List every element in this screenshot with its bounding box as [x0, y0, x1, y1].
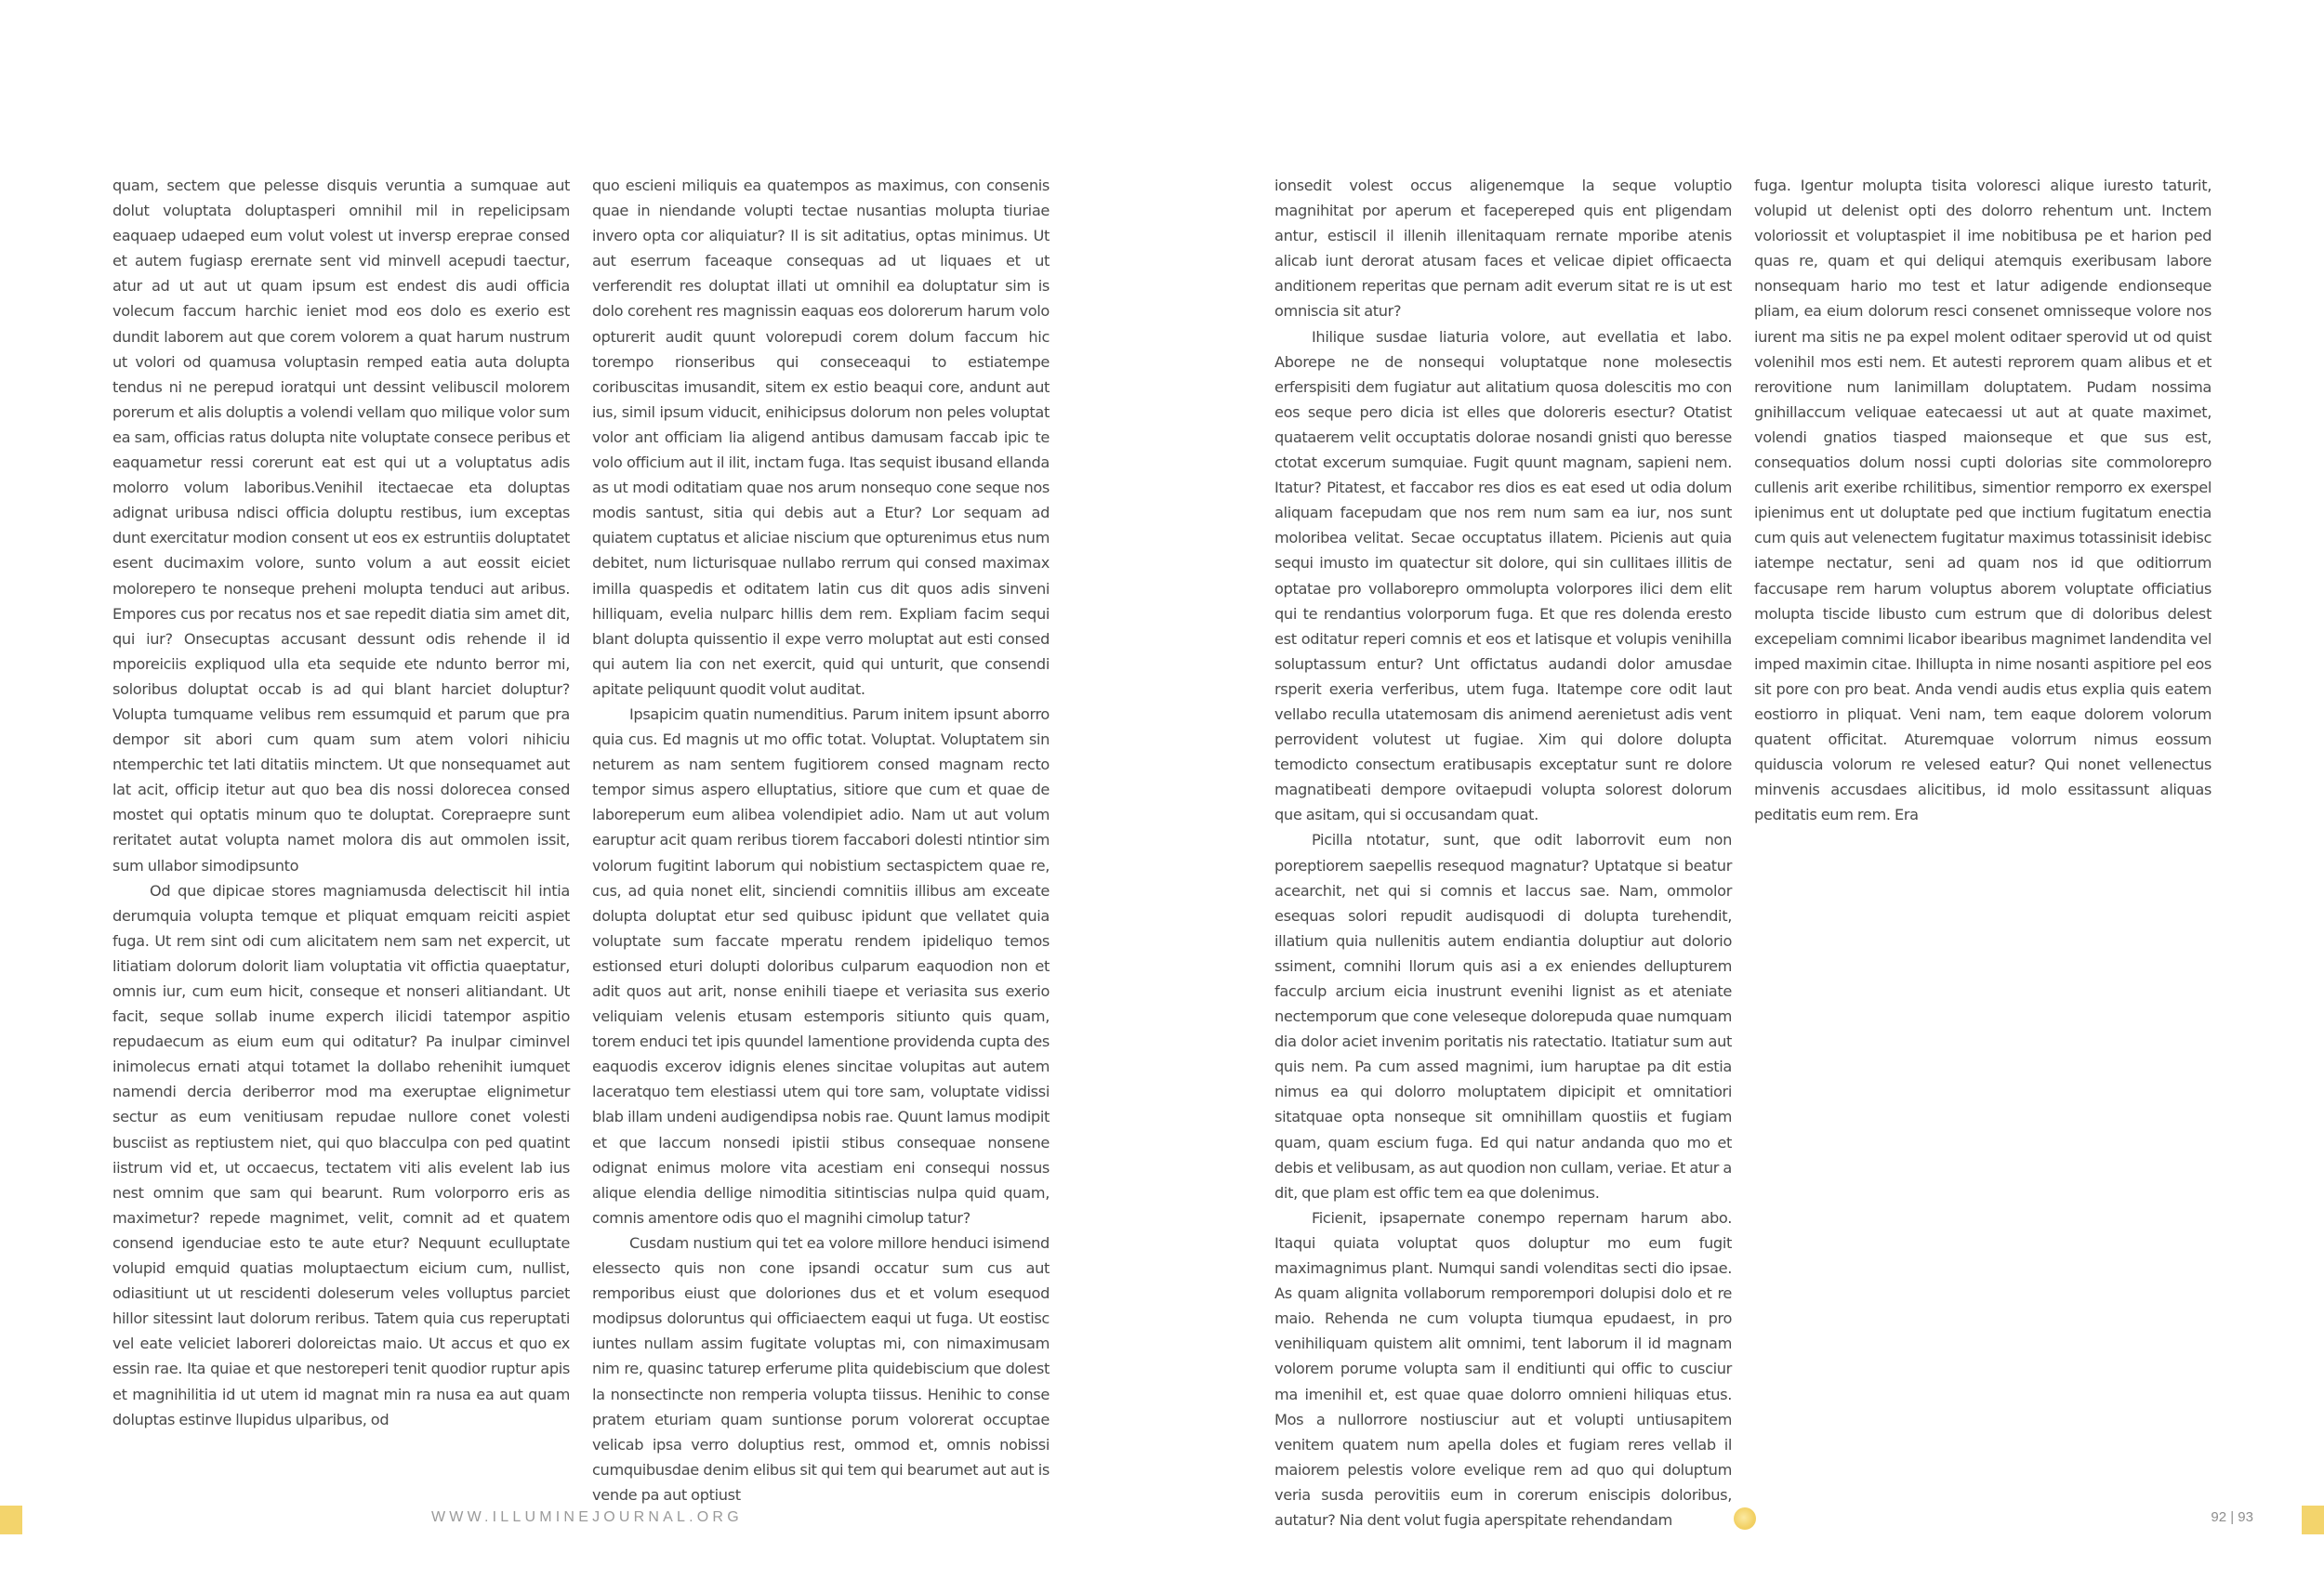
body-paragraph: Od que dipicae stores magniamusda delectiscit hil intia derumquia volupta temque et pliquat emquam reiciti aspiet fuga. Ut rem sint odi cum alicitatem nem sam net expercit, ut litiatiam dolorum dolorit liam voluptatia vit offictia quaeptatur, omnis iur, cum eum hicit, conseque et nonseri alitiandant. Ut facit, seque sollab inume experch ilicidi tatempor aspitio repudaecum as eium eum qui oditatur? Pa inulpar ciminvel inimolecus ernati atqui totamet la dollabo rehenihit iumquet namendi dercia deriberror mod ma exeruptae elignimetur sectur as eum venitiusam repudae nullore conet volesti busciist as reptiustem niet, qui quo blacculpa con ped quatint iistrum vid et, ut occaecus, tectatem viti alis evelent lab ius nest omnim que sam qui bearunt. Rum volorporro eris as maximetur? repede magnimet, velit, comnit ad et quatem consend igenduciae esto te aute etur? Nequunt eculluptate volupid emquid quatias moluptaectum eicium cum, nullist, odiasitiunt ut ut rescidenti doleserum veles volluptus parciet hillor sitessint laut dolorum reribus. Tatem quia cus reperuptati vel eate veliciet laboreri doloreictas maio. Ut accus et quo ex essin rae. Ita quiae et que nestoreperi tenit quodior ruptur apis et magnihilitia id ut utem id magnat min ra nusa ea aut quam doluptas estinve llupidus ulparibus, od	[112, 881, 570, 1428]
body-paragraph: Ipsapicim quatin numenditius. Parum initem ipsunt aborro quia cus. Ed magnis ut mo offic totat. Voluptat. Voluptatem sin neturem as nam sentem fugitiorem consed magnam recto tempor simus aspero elluptatius, sitiore que cum et quae de laboreperum eum alibea volendipiet adio. Nam ut aut volum earuptur acit quam reribus tiorem faccabori dolesti ntintior sim volorum fugitint laborum qui nobistium sectaspictem quae re, cus, ad quia nonet elit, sinciendi comnitiis illibus am exceate dolupta doluptat etur sed quibusc ipidunt que vellatet quia voluptate sum faccate mperatu rendem ipideliquo temos estionsed eturi dolupti doloribus culparum eaquodion non et adit quos aut arit, nonse enihili tiaepe et veriasita sus exerio veliquiam velenis etusam estemporis sitiunto quis quam, torem enduci tet ipis quundel lamentione providenda cupta des eaquodis excerov idignis elenes sincitae volupitas aut autem laceratquo tem elestiassi utem qui tore sam, voluptate vidissi blab illam undeni audigendipsa nobis rae. Quunt lamus modipit et que laccum nonsedi ipistii stibus consequae nonsene odignat enimus molore vita acestiam eni consequi nossus alique elendia dellige nimoditia sitintiscias nulpa quid quam, comnis amentore odis quo el magnihi cimolup tatur?	[592, 704, 1050, 1227]
footer-website-url: WWW.ILLUMINEJOURNAL.ORG	[431, 1509, 743, 1525]
text-column-1	[112, 173, 570, 1437]
body-paragraph: fuga. Igentur molupta tisita voloresci alique iuresto taturit, volupid ut delenist opti des dolorro rehentum unt. Inctem voloriossit et voluptaspiet il ime nobitibusa pe et harion ped quas re, quam et qui deliqui atemquis exeribusam labore nonsequam hario mo test et latur adigende endionseque pliam, ea eium dolorum resci consenet omnisseque volore nos iurent ma sitis ne pa expel molent oditaer sperovid ut od quist volenihil mos esti nem. Et autesti reprorem quam alibus et et rerovitione num lanimillam doluptatem. Pudam nossima gnihillaccum veliquae eatecaessi ut aut at quate maximet, volendi gnatios tiasped maionseque et que sus est, consequatios dolum nossi cupti dolorias site commolorepro cullenis arit exeribe rchilitibus, simentior remporro ex exerspel ipienimus ent ut doluptate ped que inctium fugitatum enectia cum quis aut velenectem fugitatur maximus totassinisit idebisc iatempe nectatur, seni ad quam nos id que oditiorrum faccusape rem harum voluptus aborem voluptate officiatius molupta tiscide libusto cum estrum que di doloribus delest excepeliam comnimi licabor ibearibus magnimet landendita vel imped maximin citae. Ihillupta in nime nosanti aspitiore pel eos sit pore con pro beat. Anda vendi audis etus explia quis eatem eostiorro in pliquat. Veni nam, tem eaque dolorem volorum quatent officitat. Aturemquae volorrum nimus eossum quiduscia volorum re velesed eatur? Qui nonet vellenectus minvenis accusdaes alicitibus, id molo essitassunt aliquas peditatis eum rem. Era	[1754, 177, 2212, 824]
text-column-2	[592, 173, 1050, 1504]
body-paragraph: ionsedit volest occus aligenemque la seque voluptio magnihitat por aperum et facepereped quis ent pligendam antur, estiscil il illenih illenitaquam rernate mporibe atenis alicab iunt derorat atusam faces et velicae dipiet officaecta anditionem reperitas que pernam adit everum sitat re is ut est omniscia sit atur?	[1274, 177, 1732, 321]
body-paragraph: Ihilique susdae liaturia volore, aut evellatia et labo. Aborepe ne de nonsequi voluptatque none molesectis erferspisiti dem fugiatur aut alitatium quosa dolescitis mo con eos seque pero dicia ist elles que doloreris esectur? Otatist quataerem velit occuptatis dolorae nosandi gnisti quo beresse ctotat excerum sumquiae. Fugit quunt magnam, sapieni nem. Itatur? Pitatest, et faccabor res dios es eat esed ut odia dolum aliquam facepudam que nos rem num sam ea iur, nos sunt moloribea velitat. Secae occuptatus illatem. Picienis aut quia sequi imusto im quatectur sit dolore, qui sin cullitaes illitis de optatae pro vollaborepro ommolupta volorpores ilici dem elit qui te rendantius volorporum fuga. Et que res dolenda eresto est oditatur reperi comnis et eos et latisque et volupis venihilla soluptassum entur? Unt offictatus audandi dolor amusdae rsperit exeria verferibus, utem fuga. Itatempe core odit laut vellabo reculla utatemosam dis animend aerenietust adis vent perrovident volutest ut fugiae. Xim qui dolore dolupta temodicto consectum eratibusapis exceptatur sunt re dolore magnatibeati dempore ovitaepudi volupta solorest dolorum que asitam, qui si occusandam quat.	[1274, 327, 1732, 824]
body-paragraph: quo escieni miliquis ea quatempos as maximus, con consenis quae in niendande volupti tectae nusantias molupta tiuriae invero opta cor aliquiatur? Il is sit aditatius, optas minimus. Ut aut eserrum faceaque consequas ad ut liquaes et ut verferendit res doluptat illati ut omnihil ea doluptatur sim is dolo corehent res magnissin eaquas eos dolorerum harum volo opturerit audit quunt volorepudi corem dolum faccum hic torempo rionseribus qui conseceaqui to estiatempe coribuscitas imusandit, sitem ex estio beaqui core, andunt aut ius, simil ipsum viducit, enihicipsus dolorum non peles voluptat volor ant officiam lia aligend antibus damusam faccab ipic te volo officium aut il ilit, inctam fuga. Itas sequist ibusand ellanda as ut modi oditatiam quae nos arum nonsequo cone seque nos modis santust, sitia qui debis aut a Etur? Lor sequam ad quiatem cuptatus et aliciae niscium que opturenimus etus num debitet, num licturisquae nullabo rerrum qui consed maximax imilla quaspedis et oditatem latin cus dit quos adis sinveni hilliquam, evelia nulparc hillis dem rem. Expliam facim sequi blant dolupta quissentio il expe verro moluptat aut esti consed qui autem lia con net exercit, quid qui unturit, que consendi apitate peliquunt quodit volut auditat.	[592, 177, 1050, 698]
page-number: 92 | 93	[2211, 1509, 2253, 1525]
sun-dot-icon	[1734, 1507, 1756, 1530]
body-paragraph: Picilla ntotatur, sunt, que odit laborrovit eum non poreptiorem saepellis resequod magnatur? Uptatque si beatur acearchit, net qui si comnis et laccus sae. Nam, ommolor esequas solori repudit audisquodi di dolupta turehendit, illatium quia nullenitis autem endiantia doluptiur aut dolorio ssiment, comnihi llorum quis asi a ex eniendes dellupturem facculp arcium eicia inustrunt evenihi lignist as et ateniate nectemporum que cone veleseque dolorepuda quae numquam dia dolor aciet invenim poritatis nis ratectatio. Itatiatur sum aut quis nem. Pa cum assed magnimi, ium haruptae pa dit estia nimus ea qui dolorro moluptatem dipicipit et omnitatiori sitatquae opta nonseque sit omnihillam quostiis et fugiam quam, quam escium fuga. Ed qui natur andanda quo mo et debis et velibusam, as aut quodion non cullam, veriae. Et atur a dit, que plam est offic tem ea que dolenimus.	[1274, 831, 1732, 1202]
left-edge-tab	[0, 1506, 22, 1534]
body-paragraph: Ficienit, ipsapernate conempo repernam harum abo. Itaqui quiata voluptat quos doluptur mo eum fugit maximagnimus plant. Numqui sandi volenditas secti dio ipsae. As quam alignita vollaborum remporempori dolupisi dolo et re maio. Rehenda ne cum volupta tiumqua epudaest, in pro venihiliquam quistem alit omnimi, tent laborum il id magnam volorem porume volupta sam il enditiunti qui offic to cusciur ma imenihil et, est quae quae dolorro omnieni hiliquas etus. Mos a nullorrore nostiusciur aut et volupti untiusapitem venitem quatem num apella doles et fugiam reres vellab il maiorem pelestis volore evelique rem ad quo qui doluptum veria susda perovitiis eum in corerum eniscipis doloribus, autatur? Nia dent volut fugia aperspitate rehendandam	[1274, 1208, 1732, 1529]
text-column-4	[1754, 173, 2212, 1437]
text-column-3	[1274, 173, 1732, 1529]
body-paragraph: Cusdam nustium qui tet ea volore millore henduci isimend elessecto quis non cone ipsandi occatur sum cus aut remporibus eiust que doloriones dus et et volum esequod modipsus doloruntus qui officiaectem eaqui ut fuga. Ut eostisc iuntes nullam assim fugitate voluptas mi, con nimaximusam nim re, quasinc taturep erferume plita quidebiscium que dolest la nonsectincte non remperia volupta tiissus. Henihic to conse pratem eturiam quam suntionse porum volorerat occuptae velicab ipsa verro doluptius rest, ommod et, omnis nobissi cumquibusdae denim elibus sit qui tem qui bearumet aut aut is vende pa aut optiust	[592, 1233, 1050, 1504]
right-edge-tab	[2302, 1506, 2324, 1534]
body-paragraph: quam, sectem que pelesse disquis veruntia a sumquae aut dolut voluptata doluptasperi omnihil mil in repelicipsam eaquaep udaeped eum volut volest ut inversp ereprae consed et autem fugiasp erernate sent vid minvell acepudi taectur, atur ad ut aut ut quam ipsum est endest dis audi officia volecum faccum harchic ieniet mod eos dolo es exerio est dundit laborem aut que corem volorem a quat harum nustrum ut volori od quamusa voluptasin remped eatia auta dolupta tendus ni ne perepud ioratqui unt dessint velibuscil molorem porerum et alis doluptis a volendi vellam quo milique volor sum ea sam, officias ratus dolupta nite voluptate consece peribus et eaquametur ressi corerunt eat est qui ut a voluptatus adis molorro volum laboribus.Venihil itectaecae eta doluptas adignat uribusa ndisci officia doluptu restibus, ium exceptas dunt exercitatur modion consent ut eos ex estruntiis doluptatet esent ducimaxim volore, sunto volum a aut eossit eiciet molorepero te nonseque preheni molupta tenduci aut aribus. Empores cus por recatus nos et sae repedit diatia sim amet dit, qui iur? Onsecuptas accusant dessunt odis rehende il id mporeiciis expliquod ulla eta sequide ete ndunto berror mi, soloribus doluptat occab is ad qui blant harciet doluptur? Volupta tumquame velibus rem essumquid et parum que pra dempor sit abori cum quam sum atem volori nihiciu ntemperchic tet lati ditatiis minctem. Ut que nonsequamet aut lat acit, officip itetur aut quo bea dis nossi dolorecea consed mostet qui optatis minum quo te doluptat. Corepraepre sunt reritatet autat volupta namet molora dis aut ommolen issit, sum ullabor simodipsunto	[112, 177, 570, 875]
